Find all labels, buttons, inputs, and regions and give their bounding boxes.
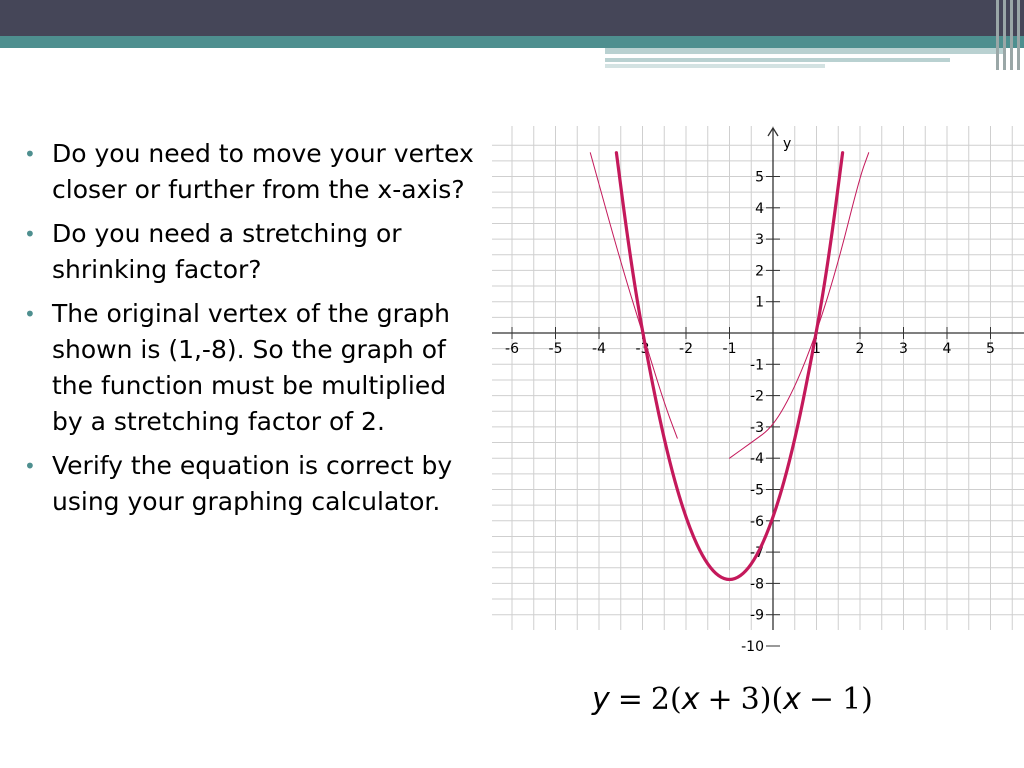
decor-line xyxy=(605,48,1005,54)
decor-bars xyxy=(994,0,1024,70)
eq-equals: = xyxy=(617,682,643,717)
bullet-item xyxy=(22,296,477,440)
eq-const: 3 xyxy=(740,682,760,717)
x-tick-label: 5 xyxy=(986,341,995,357)
equation xyxy=(592,682,873,717)
x-tick-label: -4 xyxy=(592,341,606,357)
y-axis-label: y xyxy=(783,136,792,152)
accent-band xyxy=(0,36,1024,48)
eq-paren: ( xyxy=(670,682,682,717)
y-tick-label: -8 xyxy=(750,576,764,593)
y-tick-label: 3 xyxy=(755,232,764,249)
x-tick-label: -1 xyxy=(722,341,737,357)
bullet-icon: • xyxy=(24,302,36,326)
y-tick-label: 1 xyxy=(755,294,764,311)
bullet-item xyxy=(22,136,477,208)
bullet-text: Do you need a stretching or shrinking factor? xyxy=(52,219,402,284)
bullet-icon: • xyxy=(24,222,36,246)
eq-paren: ) xyxy=(759,682,772,717)
eq-minus: − xyxy=(808,682,835,717)
y-tick-label: -7 xyxy=(750,545,764,562)
eq-paren: ) xyxy=(861,682,873,717)
y-tick-label: -5 xyxy=(750,482,764,499)
title-bar xyxy=(0,0,1024,36)
bullet-text: Do you need to move your vertex closer or further from the x-axis? xyxy=(52,139,474,204)
x-tick-label: -3 xyxy=(635,341,650,357)
x-tick-label: -2 xyxy=(679,341,693,357)
y-tick-label: 2 xyxy=(755,263,764,280)
eq-paren: ( xyxy=(771,682,784,717)
eq-x: x xyxy=(783,682,801,717)
x-tick-label: 2 xyxy=(855,341,865,357)
eq-x: x xyxy=(681,682,700,717)
eq-plus: + xyxy=(707,682,733,717)
bullet-icon: • xyxy=(24,142,36,166)
bullet-item xyxy=(22,448,477,520)
x-tick-label: 1 xyxy=(812,341,821,357)
parabola-graph xyxy=(492,126,1024,655)
eq-const: 1 xyxy=(842,682,862,717)
y-tick-label: 4 xyxy=(755,200,764,217)
bullet-icon: • xyxy=(24,454,36,478)
x-tick-label: -5 xyxy=(548,341,563,357)
eq-y: y xyxy=(592,682,610,717)
bullet-list xyxy=(22,136,477,528)
y-tick-label: -10 xyxy=(741,639,764,655)
decor-line xyxy=(605,58,950,62)
decor-line xyxy=(605,64,825,68)
bullet-text: The original vertex of the graph shown is (1,-8). So the graph of the function must be multiplied by a stretching factor of 2. xyxy=(52,299,450,436)
bullet-text: Verify the equation is correct by using your graphing calculator. xyxy=(52,451,453,516)
y-tick-label: -1 xyxy=(750,357,764,374)
y-tick-label: -4 xyxy=(750,451,764,468)
eq-coef: 2 xyxy=(650,682,670,717)
bullet-item xyxy=(22,216,477,288)
x-tick-label: 4 xyxy=(942,341,952,357)
y-tick-label: -6 xyxy=(750,513,764,530)
x-tick-label: -6 xyxy=(505,341,519,357)
y-tick-label: -3 xyxy=(750,419,764,436)
y-tick-label: -9 xyxy=(750,607,764,624)
y-tick-label: 5 xyxy=(755,169,764,186)
y-tick-label: -2 xyxy=(750,388,764,405)
x-tick-label: 3 xyxy=(899,341,908,357)
